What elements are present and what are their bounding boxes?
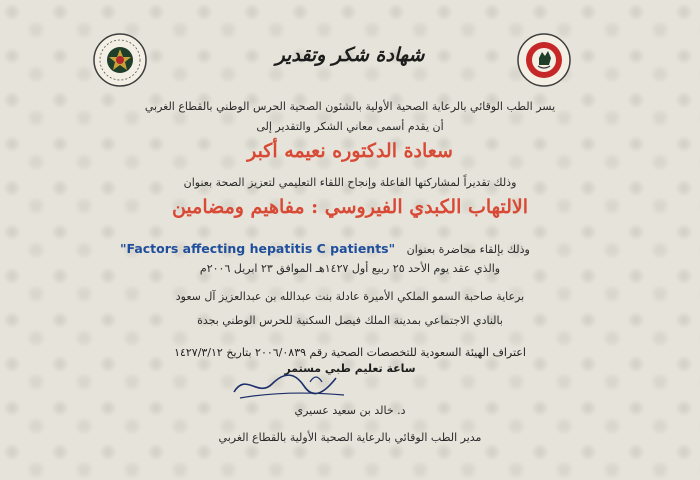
lecture-topic: الالتهاب الكبدي الفيروسي : مفاهيم ومضامين: [171, 196, 529, 218]
certificate-title: شهادة شكر وتقدير: [275, 44, 425, 66]
signatory-title: مدير الطب الوقائي بالرعاية الصحية الأولية بالقطاع الغربي: [218, 431, 482, 444]
lecture-line: [120, 241, 660, 256]
intro-line-1: يسر الطب الوقائي بالرعاية الصحية الأولية بالشئون الصحية الحرس الوطني بالقطاع الغربي: [144, 100, 556, 113]
participation-line: وذلك تقديراً لمشاركتها الفاعلة وإنجاح اللقاء التعليمي لتعزيز الصحة بعنوان: [183, 176, 517, 189]
venue-line: بالنادي الاجتماعي بمدينة الملك فيصل السكنية للحرس الوطني بجدة: [197, 314, 503, 327]
cme-hours-line: ساعة تعليم طبي مستمر: [284, 362, 416, 375]
lecture-title-english: "Factors affecting hepatitis C patients": [120, 241, 396, 256]
date-line: والذي عقد يوم الأحد ٢٥ ربيع أول ١٤٢٧هـ الموافق ٢٣ ابريل ٢٠٠٦م: [199, 262, 501, 275]
recipient-name: سعادة الدكتوره نعيمه أكبر: [247, 140, 453, 162]
signatory-name: د. خالد بن سعيد عسيري: [294, 404, 406, 417]
lecture-prefix: وذلك بإلقاء محاضرة بعنوان: [406, 243, 530, 256]
handwritten-signature-icon: [226, 362, 356, 404]
intro-line-2: أن يقدم أسمى معاني الشكر والتقدير إلى: [256, 120, 444, 133]
patron-line: برعاية صاحبة السمو الملكي الأميرة عادلة بنت عبدالله بن عبدالعزيز آل سعود: [175, 290, 525, 303]
accreditation-line: اعتراف الهيئة السعودية للتخصصات الصحية رقم ٢٠٠٦/٠٨٣٩ بتاريخ ١٤٢٧/٣/١٢: [174, 346, 526, 359]
